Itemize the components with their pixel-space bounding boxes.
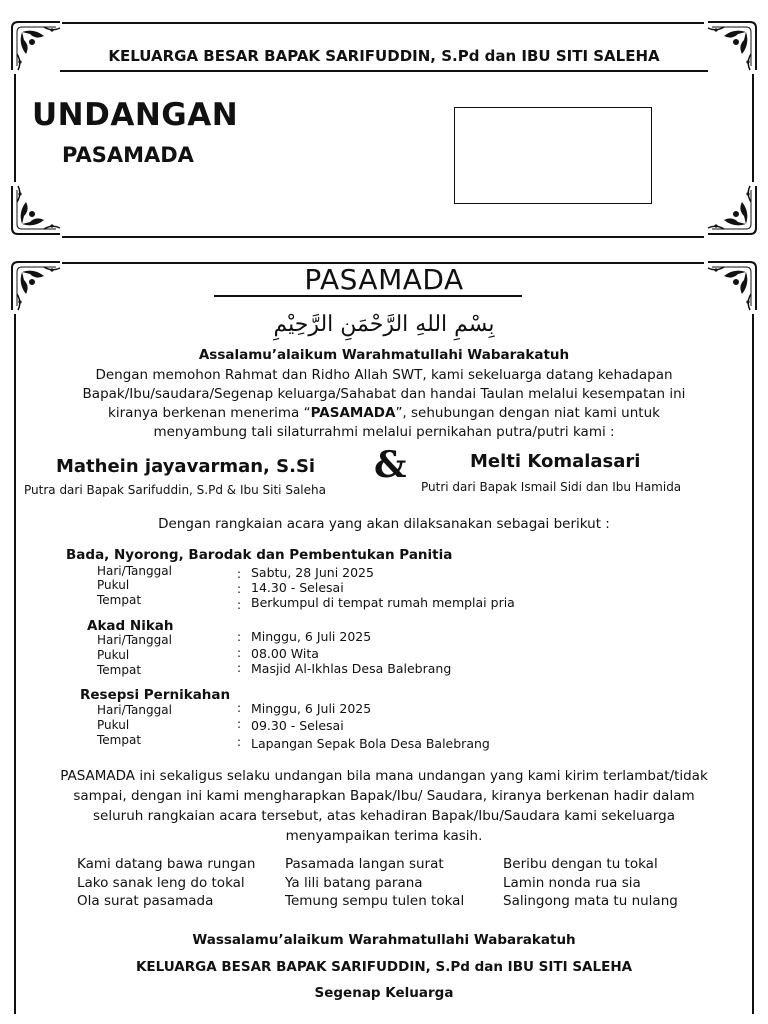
poem-line: Ola surat pasamada — [77, 893, 214, 909]
event-place: Masjid Al-Ikhlas Desa Balebrang — [251, 661, 452, 676]
ampersand: & — [374, 444, 407, 486]
wassalam-greeting: Wassalamu’alaikum Warahmatullahi Wabarakatuh — [192, 932, 576, 948]
closing-line: seluruh rangkaian acara tersebut, atas kehadiran Bapak/Ibu/Saudara kami sekeluarga — [93, 808, 675, 824]
colon: : — [237, 717, 242, 731]
poem-column — [285, 855, 464, 911]
label-place: Tempat — [97, 663, 142, 677]
poem-line: Beribu dengan tu tokal — [503, 856, 658, 872]
label-time: Pukul — [97, 718, 130, 732]
intro-line: menyambung tali silaturrahmi melalui pernikahan putra/putri kami : — [153, 424, 615, 440]
card-title-underline — [214, 295, 522, 297]
card-title: PASAMADA — [304, 263, 464, 296]
salam-greeting: Assalamu’alaikum Warahmatullahi Wabarakatuh — [198, 347, 570, 363]
event-title: Akad Nikah — [87, 618, 174, 634]
intro-line: Dengan memohon Rahmat dan Ridho Allah SWT, kami sekeluarga datang kehadapan — [95, 367, 673, 383]
family-header: KELUARGA BESAR BAPAK SARIFUDDIN, S.Pd dan IBU SITI SALEHA — [108, 47, 660, 65]
poem-line: Lamin nonda rua sia — [503, 874, 641, 891]
groom-name: Mathein jayavarman, S.Si — [56, 456, 316, 477]
event-title: Bada, Nyorong, Barodak dan Pembentukan Panitia — [66, 547, 453, 563]
colon: : — [237, 646, 242, 660]
label-time: Pukul — [97, 648, 130, 662]
top-left-border — [14, 74, 16, 182]
poem-line: Ya lili batang parana — [285, 874, 423, 891]
invitation-title: UNDANGAN — [32, 97, 239, 133]
label-place: Tempat — [97, 733, 142, 747]
label-day: Hari/Tanggal — [97, 633, 172, 647]
top-block-bottom-border — [62, 236, 704, 238]
colon: : — [237, 701, 242, 715]
label-day: Hari/Tanggal — [97, 703, 172, 717]
poem-line: Temung sempu tulen tokal — [285, 893, 465, 909]
label-time: Pukul — [97, 578, 130, 592]
intro-line: kiranya berkenan menerima “PASAMADA”, sehubungan dengan niat kami untuk — [108, 405, 660, 421]
bride-parents: Putri dari Bapak Ismail Sidi dan Ibu Hamida — [421, 480, 682, 494]
poem-column — [77, 855, 255, 911]
event-title: Resepsi Pernikahan — [80, 687, 231, 703]
poem-line: Kami datang bawa rungan — [77, 856, 256, 872]
segenap-keluarga: Segenap Keluarga — [314, 985, 454, 1001]
intro-paragraph — [0, 366, 768, 442]
colon: : — [237, 735, 242, 749]
groom-parents: Putra dari Bapak Sarifuddin, S.Pd & Ibu Siti Saleha — [24, 483, 326, 497]
intro-line: Bapak/Ibu/saudara/Segenap keluarga/Sahabat dan handai Taulan melalui kesempatan ini — [82, 386, 686, 402]
family-signature: KELUARGA BESAR BAPAK SARIFUDDIN, S.Pd dan IBU SITI SALEHA — [135, 959, 633, 975]
label-day: Hari/Tanggal — [97, 564, 172, 578]
poem-line: Lako sanak leng do tokal — [77, 874, 245, 891]
event-place: Berkumpul di tempat rumah memplai pria — [251, 595, 515, 610]
colon: : — [237, 661, 242, 675]
schedule-lead: Dengan rangkaian acara yang akan dilaksanakan sebagai berikut : — [158, 516, 610, 532]
family-underline — [60, 70, 708, 72]
closing-line: sampai, dengan ini kami mengharapkan Bapak/Ibu/ Saudara, kiranya berkenan hadir dalam — [73, 788, 695, 804]
corner-ornament-icon — [704, 18, 760, 74]
event-time: 08.00 Wita — [251, 646, 319, 661]
event-day: Minggu, 6 Juli 2025 — [251, 629, 372, 644]
label-place: Tempat — [97, 593, 142, 607]
event-place: Lapangan Sepak Bola Desa Balebrang — [251, 736, 490, 751]
event-time: 09.30 - Selesai — [251, 718, 344, 733]
corner-ornament-icon — [704, 182, 760, 238]
corner-ornament-icon — [8, 18, 64, 74]
top-border — [62, 22, 704, 24]
invitation-subtitle: PASAMADA — [62, 143, 194, 167]
closing-line: PASAMADA ini sekaligus selaku undangan bila mana undangan yang kami kirim terlambat/tidak — [60, 768, 708, 784]
colon: : — [237, 567, 242, 581]
pasamada-emphasis: PASAMADA — [310, 405, 396, 421]
poem-column — [503, 855, 678, 911]
top-right-border — [752, 74, 754, 182]
event-time: 14.30 - Selesai — [251, 580, 344, 595]
colon: : — [237, 582, 242, 596]
event-day: Sabtu, 28 Juni 2025 — [251, 565, 374, 580]
poem-line: Pasamada langan surat — [285, 856, 444, 872]
colon: : — [237, 598, 242, 612]
address-box — [454, 107, 652, 204]
event-day: Minggu, 6 Juli 2025 — [251, 701, 372, 716]
colon: : — [237, 630, 242, 644]
bismillah-calligraphy: بِسْمِ اللهِ الرَّحْمَنِ الرَّحِيْمِ — [273, 312, 495, 337]
closing-paragraph — [0, 766, 768, 846]
corner-ornament-icon — [8, 182, 64, 238]
bride-name: Melti Komalasari — [470, 451, 641, 472]
poem-line: Salingong mata tu nulang — [503, 893, 678, 909]
closing-line: menyampaikan terima kasih. — [285, 828, 483, 844]
